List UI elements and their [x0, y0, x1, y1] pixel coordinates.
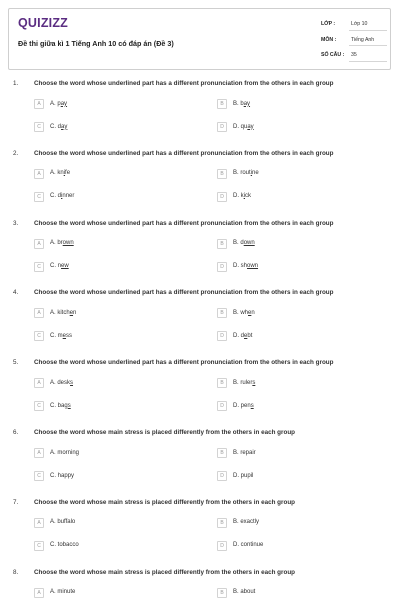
option-underlined-part: s — [67, 402, 71, 409]
option-text-suffix: n — [73, 309, 77, 316]
option-underlined-part: ew — [61, 263, 69, 270]
question-text: Choose the word whose underlined part has a different pronunciation from the others in each group — [34, 80, 334, 87]
option-underlined-part: ay — [60, 100, 68, 107]
option-text — [50, 101, 67, 107]
option-letter-box: A — [34, 308, 44, 318]
option-text — [50, 124, 67, 130]
option-text-prefix: D. d — [233, 332, 245, 339]
option-letter-box: D — [217, 122, 227, 132]
option-underlined-part: e — [69, 309, 74, 316]
option-letter-box: C — [34, 262, 44, 272]
option-text-prefix: B. exactly — [233, 519, 260, 526]
question-item — [0, 150, 400, 220]
option-text — [50, 170, 70, 176]
question-item — [0, 220, 400, 290]
option-text-prefix: A. buffalo — [50, 519, 76, 526]
option-letter-box: C — [34, 192, 44, 202]
option-text-prefix: B. d — [233, 240, 244, 247]
question-item — [0, 569, 400, 600]
option-underlined-part: ay — [243, 100, 251, 107]
option-letter-box: A — [34, 99, 44, 109]
option-underlined-part: ay — [61, 123, 68, 130]
option-text-prefix: D. sh — [233, 263, 248, 270]
option-text-suffix: ne — [252, 170, 259, 177]
option-text — [50, 473, 74, 479]
option-underlined-part: e — [244, 332, 248, 339]
option-text — [50, 333, 72, 339]
option-letter-box: A — [34, 378, 44, 388]
option-letter-box: B — [217, 378, 227, 388]
meta-label: LỚP : — [321, 21, 336, 27]
option-text — [50, 310, 76, 316]
option-letter-box: A — [34, 518, 44, 528]
option-letter-box: D — [217, 541, 227, 551]
option-text-prefix: C. m — [50, 332, 63, 339]
option-text-prefix: A. kn — [50, 170, 64, 177]
option-text-suffix: bt — [247, 332, 253, 339]
option-underlined-part: own — [62, 240, 74, 247]
option-text-prefix: D. qu — [233, 123, 248, 130]
question-item — [0, 499, 400, 569]
option-text-prefix: D. continue — [233, 542, 264, 549]
option-text-prefix: D. pen — [233, 402, 251, 409]
option-text — [50, 240, 74, 246]
option-underlined-part: e — [62, 332, 67, 339]
option-text-prefix: B. ruler — [233, 379, 253, 386]
option-text-prefix: B. repair — [233, 449, 256, 456]
option-letter-box: B — [217, 99, 227, 109]
option-text-prefix: A. kitch — [50, 309, 70, 316]
option-text — [233, 333, 252, 339]
option-text-prefix: A. morning — [50, 449, 80, 456]
option-text — [50, 519, 75, 525]
option-letter-box: C — [34, 122, 44, 132]
worksheet-meta — [321, 21, 387, 68]
option-underlined-part: i — [61, 193, 63, 200]
question-text: Choose the word whose underlined part has a different pronunciation from the others in each group — [34, 359, 334, 367]
option-letter-box: D — [217, 401, 227, 411]
option-letter-box: A — [34, 448, 44, 458]
meta-label: MÔN : — [321, 36, 337, 43]
question-text: Choose the word whose underlined part has a different pronunciation from the others in each group — [34, 149, 334, 157]
option-text-prefix: C. d — [50, 123, 62, 130]
option-text-prefix: A. desk — [50, 379, 71, 386]
option-text — [50, 542, 79, 548]
option-text-prefix: D. pupil — [233, 472, 254, 479]
option-underlined-part: own — [247, 263, 259, 270]
option-underlined-part: own — [243, 240, 255, 247]
option-text — [50, 589, 75, 595]
meta-value: Tiếng Anh — [351, 36, 375, 43]
question-text: Choose the word whose main stress is placed differently from the others in each group — [34, 429, 296, 436]
question-number: 1. — [13, 80, 19, 87]
option-text-prefix: B. rout — [233, 170, 251, 177]
option-text — [50, 380, 73, 386]
option-text-prefix: B. about — [233, 589, 256, 596]
question-number: 4. — [13, 289, 19, 297]
option-letter-box: B — [217, 588, 227, 598]
option-text — [50, 193, 74, 199]
question-text: Choose the word whose underlined part has a different pronunciation from the others in each group — [34, 219, 334, 227]
option-text — [233, 403, 254, 409]
option-text-prefix: A. minute — [50, 589, 76, 596]
option-letter-box: A — [34, 239, 44, 249]
option-text-prefix: C. happy — [50, 472, 75, 479]
option-letter-box: B — [217, 448, 227, 458]
option-text — [50, 403, 71, 409]
option-text-suffix: n — [251, 309, 255, 316]
option-underlined-part: i — [243, 193, 246, 200]
meta-row-question-count — [321, 52, 387, 68]
option-text-suffix: fe — [65, 170, 71, 177]
option-underlined-part: e — [248, 309, 252, 316]
meta-value: 35 — [351, 52, 357, 58]
option-text — [233, 589, 255, 595]
worksheet-title: Đề thi giữa kì 1 Tiếng Anh 10 có đáp án (Đề 3) — [18, 39, 174, 48]
option-letter-box: C — [34, 471, 44, 481]
option-underlined-part: s — [250, 402, 254, 409]
option-letter-box: D — [217, 331, 227, 341]
option-text — [233, 101, 250, 107]
worksheet-header — [8, 8, 391, 70]
option-text-prefix: C. n — [50, 263, 62, 270]
question-number: 3. — [13, 219, 19, 227]
option-text — [233, 240, 255, 246]
option-text — [50, 450, 79, 456]
option-letter-box: B — [217, 518, 227, 528]
question-number: 6. — [13, 429, 19, 436]
question-text: Choose the word whose main stress is placed differently from the others in each group — [34, 568, 296, 576]
option-text-suffix: ss — [66, 332, 73, 339]
option-text — [233, 124, 254, 130]
option-text-prefix: C. d — [50, 193, 62, 200]
option-text-suffix: nner — [62, 193, 75, 200]
option-letter-box: C — [34, 541, 44, 551]
question-item — [0, 429, 400, 499]
quizizz-logo: QUIZIZZ — [18, 16, 69, 30]
meta-label: SỐ CÂU : — [321, 52, 345, 58]
option-underlined-part: s — [252, 379, 256, 386]
option-letter-box: B — [217, 169, 227, 179]
option-text-prefix: C. tobacco — [50, 542, 79, 549]
option-underlined-part: i — [63, 170, 66, 177]
option-text — [233, 170, 259, 176]
option-underlined-part: ay — [247, 123, 254, 130]
option-text — [233, 542, 263, 548]
option-text-prefix: A. br — [50, 240, 63, 247]
question-item — [0, 80, 400, 150]
option-text — [233, 310, 255, 316]
option-letter-box: D — [217, 262, 227, 272]
meta-row-class — [321, 21, 387, 37]
option-text-suffix: ck — [245, 193, 252, 200]
option-text — [50, 263, 69, 269]
meta-value: Lớp 10 — [351, 21, 368, 27]
meta-row-subject — [321, 37, 387, 53]
question-number: 5. — [13, 359, 19, 367]
option-letter-box: C — [34, 401, 44, 411]
meta-underline — [349, 45, 387, 46]
option-text-prefix: C. bag — [50, 402, 68, 409]
option-text-prefix: A. p — [50, 100, 61, 107]
option-letter-box: D — [217, 192, 227, 202]
question-number: 8. — [13, 568, 19, 576]
option-letter-box: D — [217, 471, 227, 481]
question-item — [0, 359, 400, 429]
question-text: Choose the word whose main stress is placed differently from the others in each group — [34, 498, 296, 506]
option-underlined-part: i — [250, 170, 253, 177]
option-text — [233, 380, 255, 386]
option-text — [233, 519, 259, 525]
question-text: Choose the word whose underlined part has a different pronunciation from the others in each group — [34, 289, 334, 297]
question-number: 2. — [13, 149, 19, 157]
question-number: 7. — [13, 498, 19, 506]
option-letter-box: C — [34, 331, 44, 341]
option-text — [233, 450, 256, 456]
question-item — [0, 289, 400, 359]
meta-underline — [349, 30, 387, 31]
option-letter-box: A — [34, 588, 44, 598]
meta-underline — [349, 61, 387, 62]
option-text — [233, 193, 251, 199]
option-text-prefix: D. k — [233, 193, 244, 200]
option-letter-box: B — [217, 239, 227, 249]
option-text — [233, 473, 253, 479]
option-text — [233, 263, 258, 269]
option-text-prefix: B. wh — [233, 309, 249, 316]
option-underlined-part: s — [70, 379, 74, 386]
option-letter-box: B — [217, 308, 227, 318]
option-text-prefix: B. b — [233, 100, 244, 107]
option-letter-box: A — [34, 169, 44, 179]
